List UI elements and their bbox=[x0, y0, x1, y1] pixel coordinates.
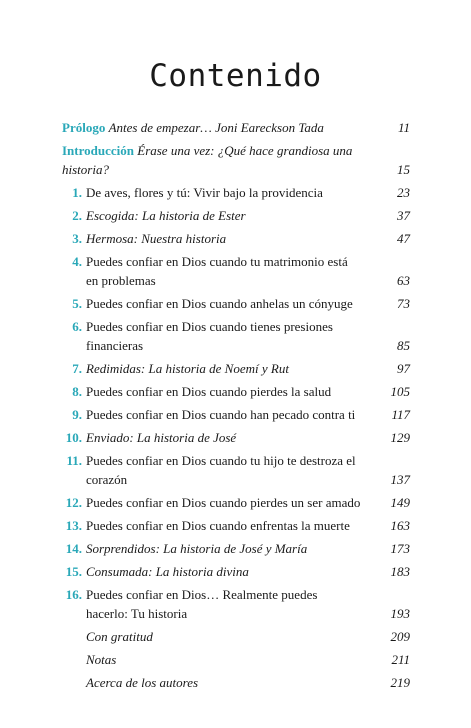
toc-page-number: 23 bbox=[397, 185, 410, 200]
chapter-number: 6. bbox=[72, 319, 82, 334]
toc-entry-chapter[interactable] bbox=[56, 382, 410, 401]
toc-entry-title: Érase una vez: ¿Qué hace grandiosa una historia? bbox=[62, 143, 353, 177]
chapter-number: 15. bbox=[65, 564, 82, 579]
toc-entry-text bbox=[56, 118, 410, 137]
toc-entry-title: Puedes confiar en Dios cuando tienes presiones financieras bbox=[86, 319, 333, 353]
toc-entry-title: Puedes confiar en Dios cuando han pecado contra ti bbox=[86, 407, 356, 422]
toc-entry-title: De aves, flores y tú: Vivir bajo la providencia bbox=[86, 185, 323, 200]
chapter-number: 1. bbox=[72, 185, 82, 200]
toc-page-number: 117 bbox=[391, 407, 410, 422]
toc-entry-title: Escogida: La historia de Ester bbox=[86, 208, 246, 223]
toc-entry-chapter[interactable] bbox=[56, 516, 410, 535]
toc-entry-title: Puedes confiar en Dios cuando pierdes la salud bbox=[86, 384, 332, 399]
toc-page-number: 173 bbox=[390, 541, 410, 556]
chapter-list bbox=[56, 179, 410, 623]
toc-entry-title: Notas bbox=[86, 652, 117, 667]
toc-page-number: 219 bbox=[390, 675, 410, 690]
back-matter-list bbox=[56, 623, 410, 692]
toc-entry-title: Puedes confiar en Dios cuando pierdes un ser amado bbox=[86, 495, 361, 510]
chapter-number: 2. bbox=[72, 208, 82, 223]
toc-entry-chapter[interactable] bbox=[56, 585, 410, 623]
toc-entry-chapter[interactable] bbox=[56, 294, 410, 313]
toc-page-number: 97 bbox=[397, 361, 410, 376]
toc-page-number: 129 bbox=[390, 430, 410, 445]
chapter-number: 4. bbox=[72, 254, 82, 269]
toc-page-number: 15 bbox=[397, 162, 410, 177]
toc-page-number: 47 bbox=[397, 231, 410, 246]
chapter-number: 13. bbox=[65, 518, 82, 533]
toc-page-number: 11 bbox=[397, 120, 410, 135]
toc-page-number: 183 bbox=[390, 564, 410, 579]
toc-entry-lead: Introducción bbox=[62, 143, 134, 158]
toc-page-number: 209 bbox=[390, 629, 410, 644]
toc-page-number: 37 bbox=[397, 208, 410, 223]
toc-entry-chapter[interactable] bbox=[56, 428, 410, 447]
toc-entry-chapter[interactable] bbox=[56, 539, 410, 558]
toc-entry-title: Antes de empezar… Joni Eareckson Tada bbox=[108, 120, 324, 135]
chapter-number: 10. bbox=[65, 430, 82, 445]
toc-entry-chapter[interactable] bbox=[56, 206, 410, 225]
chapter-number: 16. bbox=[65, 587, 82, 602]
toc-page-number: 105 bbox=[390, 384, 410, 399]
toc-page-number: 73 bbox=[397, 296, 410, 311]
chapter-number: 12. bbox=[65, 495, 82, 510]
toc-entry-chapter[interactable] bbox=[56, 405, 410, 424]
toc-entry-lead: Prólogo bbox=[62, 120, 106, 135]
toc-entry-title: Redimidas: La historia de Noemí y Rut bbox=[86, 361, 289, 376]
toc-entry-title: Puedes confiar en Dios cuando tu hijo te destroza el corazón bbox=[86, 453, 356, 487]
page-title: Contenido bbox=[149, 58, 322, 94]
toc-entry-chapter[interactable] bbox=[56, 183, 410, 202]
chapter-number: 5. bbox=[72, 296, 82, 311]
toc-page-number: 193 bbox=[390, 606, 410, 621]
toc-entry-chapter[interactable] bbox=[56, 451, 410, 489]
toc-page-number: 63 bbox=[397, 273, 410, 288]
toc-entry-title: Consumada: La historia divina bbox=[86, 564, 249, 579]
toc-entry-chapter[interactable] bbox=[56, 493, 410, 512]
toc-entry-chapter[interactable] bbox=[56, 229, 410, 248]
toc-entry-back-matter[interactable] bbox=[56, 627, 410, 646]
chapter-number: 9. bbox=[72, 407, 82, 422]
chapter-number: 7. bbox=[72, 361, 82, 376]
toc-entry-title: Con gratitud bbox=[86, 629, 153, 644]
toc-entry-title: Sorprendidos: La historia de José y María bbox=[86, 541, 308, 556]
toc-entry-title: Enviado: La historia de José bbox=[86, 430, 237, 445]
chapter-number: 3. bbox=[72, 231, 82, 246]
toc-entry-title: Puedes confiar en Dios cuando tu matrimonio está en problemas bbox=[86, 254, 348, 288]
toc-page-number: 211 bbox=[391, 652, 410, 667]
toc-entry-title: Acerca de los autores bbox=[86, 675, 199, 690]
table-of-contents bbox=[56, 118, 410, 692]
chapter-number: 8. bbox=[72, 384, 82, 399]
toc-entry-title: Puedes confiar en Dios… Realmente puedes hacerlo: Tu historia bbox=[86, 587, 318, 621]
toc-page-number: 137 bbox=[390, 472, 410, 487]
toc-page-number: 85 bbox=[397, 338, 410, 353]
toc-entry-back-matter[interactable] bbox=[56, 673, 410, 692]
toc-entry-title: Hermosa: Nuestra historia bbox=[86, 231, 227, 246]
toc-entry-chapter[interactable] bbox=[56, 317, 410, 355]
toc-entry-prologo[interactable] bbox=[56, 118, 410, 137]
toc-entry-title: Puedes confiar en Dios cuando anhelas un cónyuge bbox=[86, 296, 353, 311]
chapter-number: 11. bbox=[66, 453, 82, 468]
toc-entry-back-matter[interactable] bbox=[56, 650, 410, 669]
toc-entry-title: Puedes confiar en Dios cuando enfrentas la muerte bbox=[86, 518, 350, 533]
toc-entry-chapter[interactable] bbox=[56, 562, 410, 581]
toc-entry-introduccion[interactable] bbox=[56, 141, 410, 179]
toc-page-number: 149 bbox=[390, 495, 410, 510]
chapter-number: 14. bbox=[65, 541, 82, 556]
toc-page-number: 163 bbox=[390, 518, 410, 533]
toc-entry-text bbox=[56, 141, 410, 179]
toc-entry-chapter[interactable] bbox=[56, 359, 410, 378]
toc-entry-chapter[interactable] bbox=[56, 252, 410, 290]
